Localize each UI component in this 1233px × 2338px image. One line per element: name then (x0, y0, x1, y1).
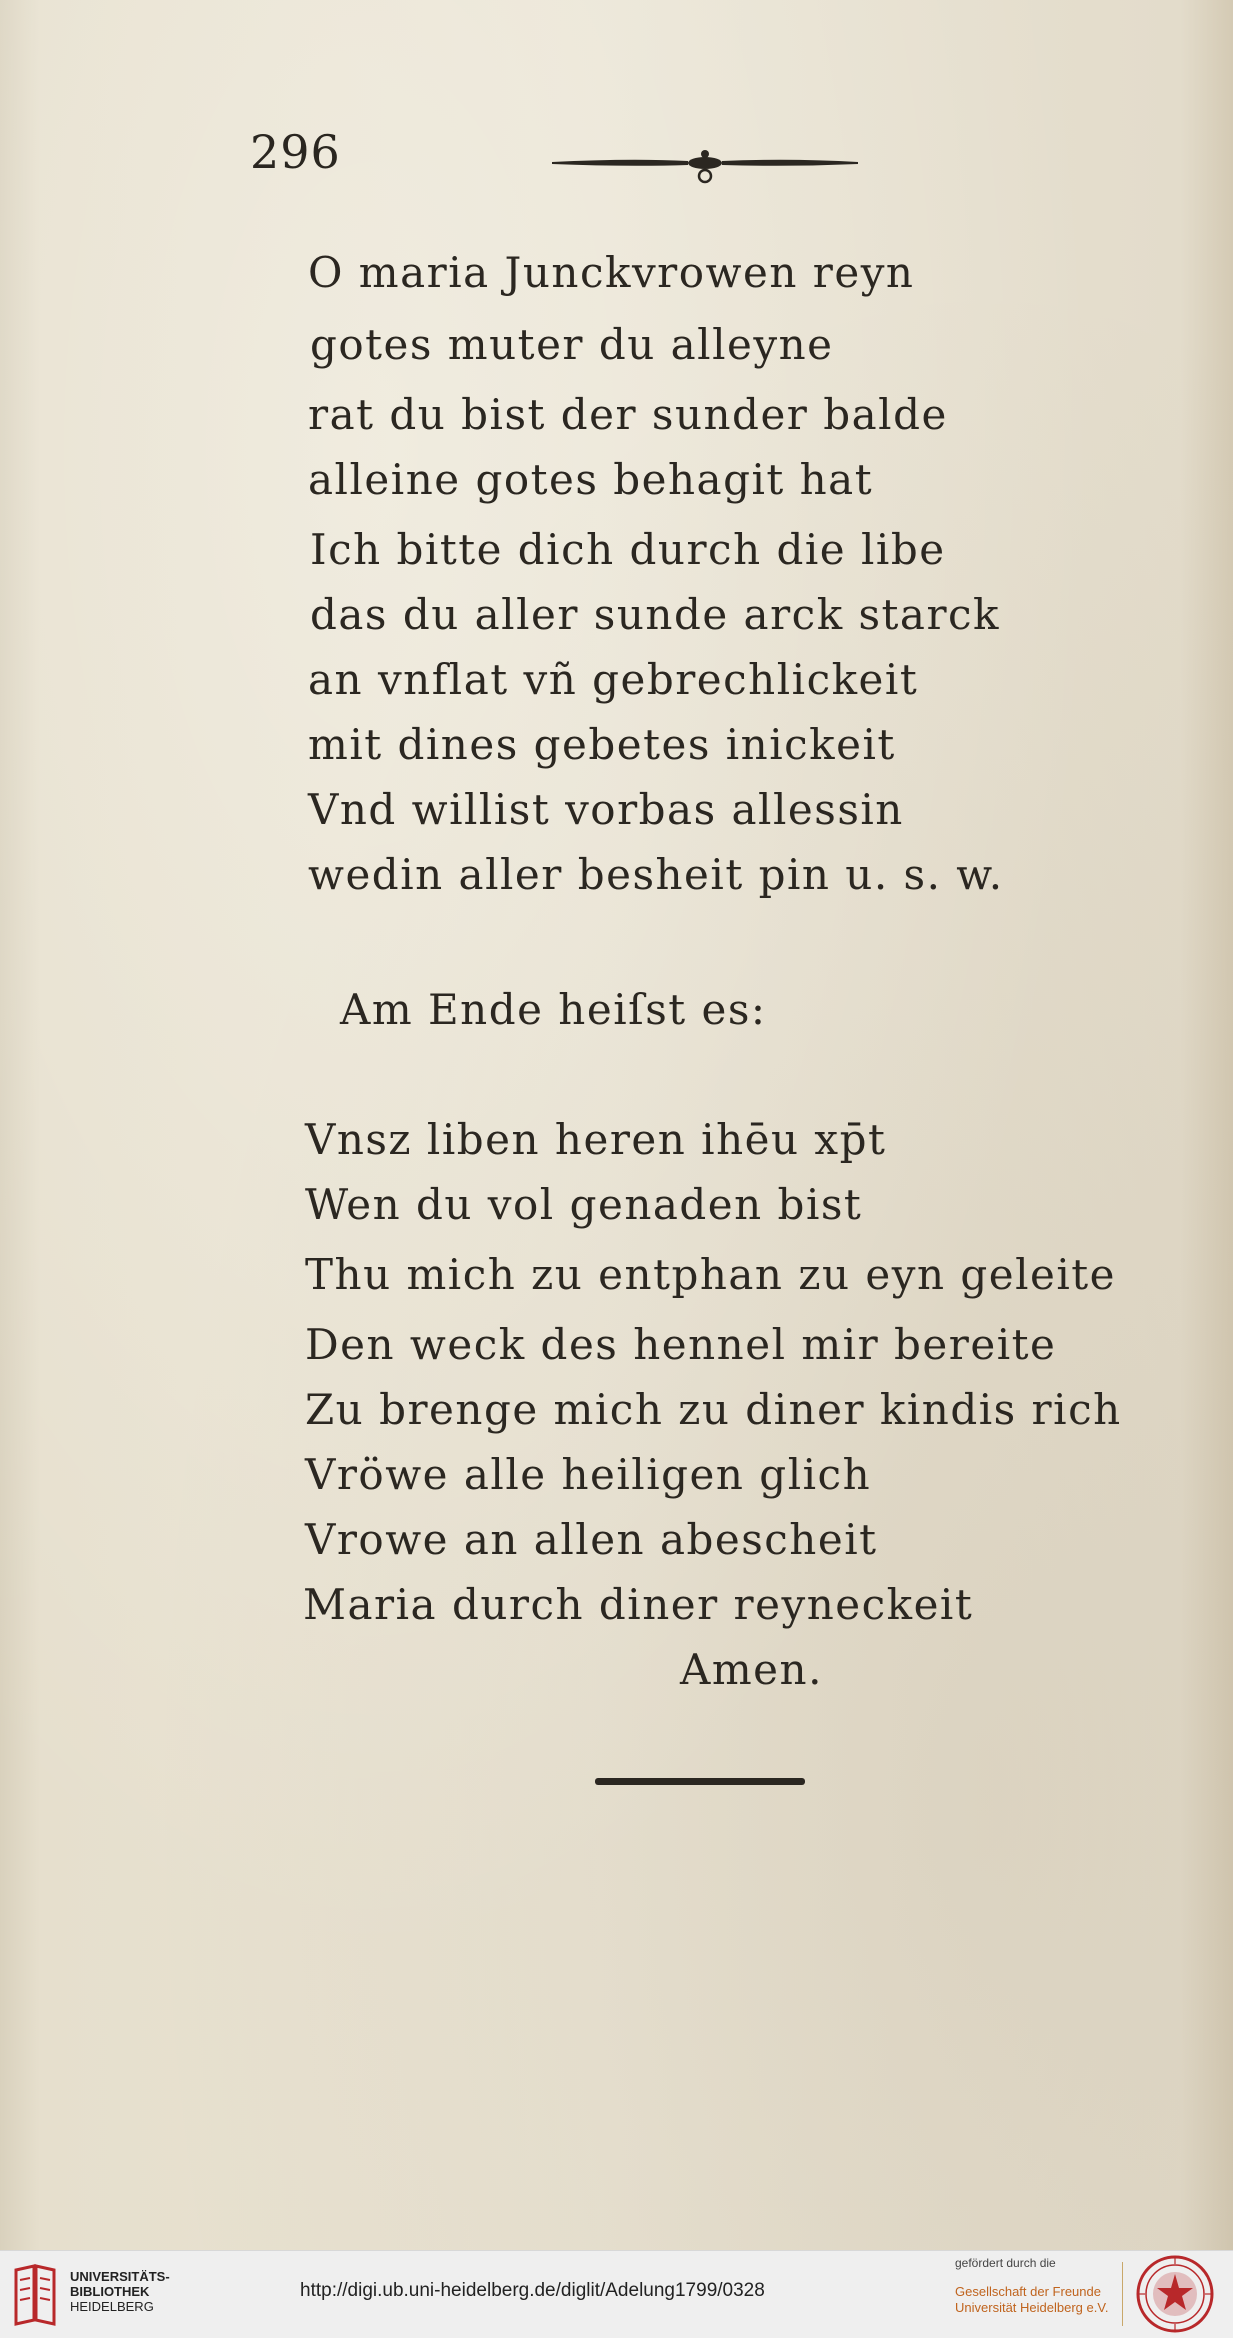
ending-line-6: Vröwe alle heiligen glich (305, 1450, 872, 1499)
poem-line-4: alleine gotes behagit hat (308, 455, 874, 504)
page-number: 296 (250, 125, 341, 179)
ending-line-4: Den weck des hennel mir bereite (305, 1320, 1057, 1369)
ending-line-1: Vnsz liben heren ihēu xp̄t (305, 1115, 887, 1164)
sponsor-name-line-2: Universität Heidelberg e.V. (955, 2300, 1109, 2315)
library-name-line-2: BIBLIOTHEK (70, 2284, 150, 2299)
closing-amen: Amen. (680, 1645, 823, 1694)
poem-line-5: Ich bitte dich durch die libe (310, 525, 946, 574)
poem-line-10: wedin aller besheit pin u. s. w. (308, 850, 1004, 899)
ending-line-3: Thu mich zu entphan zu eyn geleite (305, 1250, 1117, 1299)
ending-line-2: Wen du vol genaden bist (305, 1180, 863, 1229)
funded-by-label: gefördert durch die (955, 2256, 1056, 2270)
ending-line-7: Vrowe an allen abescheit (305, 1515, 878, 1564)
section-heading: Am Ende heiſst es: (340, 985, 767, 1034)
poem-line-1: O maria Junckvrowen reyn (308, 248, 915, 297)
ending-line-8: Maria durch diner reyneckeit (303, 1580, 974, 1629)
library-logo-icon (12, 2262, 58, 2326)
ornament-icon (550, 148, 860, 188)
poem-line-8: mit dines gebetes inickeit (308, 720, 896, 769)
poem-line-6: das du aller sunde arck starck (310, 590, 1001, 639)
poem-line-3: rat du bist der sunder balde (308, 390, 948, 439)
poem-line-9: Vnd willist vorbas allessin (308, 785, 904, 834)
library-name-line-3: HEIDELBERG (70, 2299, 154, 2314)
university-seal-icon (1135, 2254, 1215, 2334)
sponsor-name-line-1: Gesellschaft der Freunde (955, 2284, 1101, 2299)
library-name-line-1: UNIVERSITÄTS- (70, 2269, 170, 2284)
footer-divider (1122, 2262, 1123, 2326)
poem-line-7: an vnflat vñ gebrechlickeit (308, 655, 919, 704)
closing-rule (595, 1778, 805, 1785)
poem-line-2: gotes muter du alleyne (310, 320, 834, 369)
permalink-url[interactable]: http://digi.ub.uni-heidelberg.de/diglit/Adelung1799/0328 (300, 2280, 765, 2301)
ending-line-5: Zu brenge mich zu diner kindis rich (305, 1385, 1122, 1434)
